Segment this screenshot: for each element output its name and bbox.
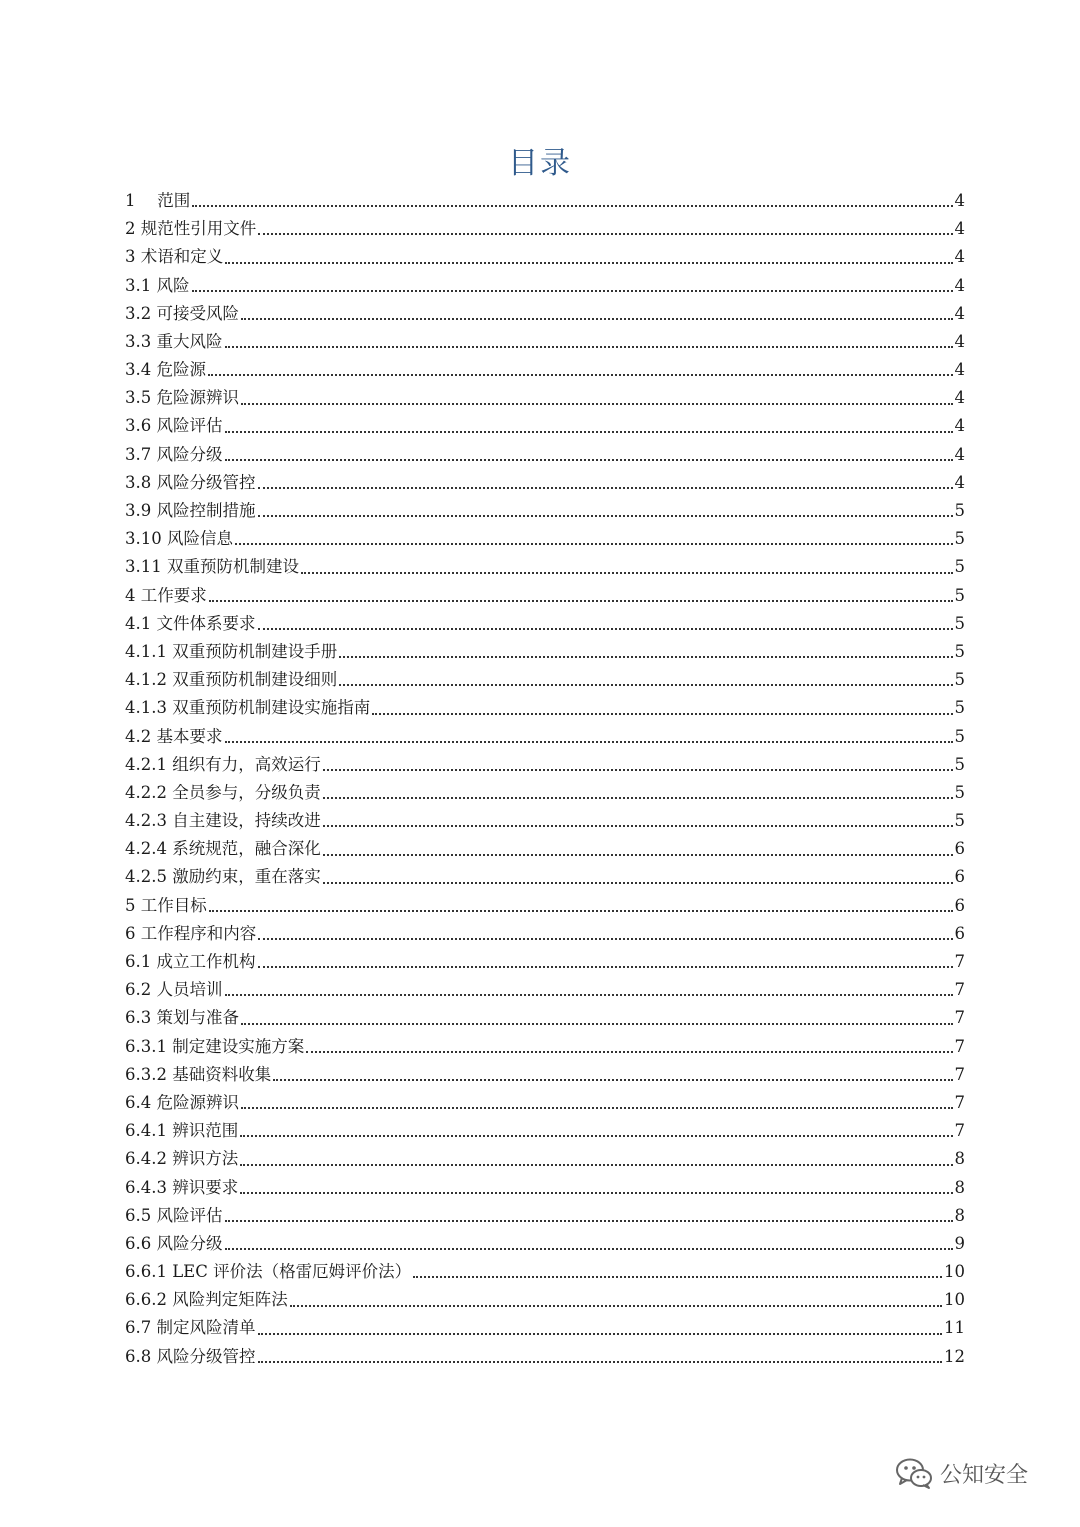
toc-page-number: 7 [954,1121,965,1141]
toc-leader-dots [258,627,953,630]
toc-entry[interactable] [125,751,965,779]
toc-page-number: 4 [954,247,965,267]
toc-entry-text: 3.1 风险 [125,275,190,295]
toc-entry-text: 6.4.3 辨识要求 [125,1177,239,1197]
toc-page-number: 4 [954,331,965,351]
toc-entry[interactable] [125,976,965,1004]
toc-entry[interactable] [125,892,965,920]
toc-list [125,187,965,1371]
toc-entry-text: 3.2 可接受风险 [125,303,239,323]
toc-entry[interactable] [125,582,965,610]
toc-leader-dots [192,204,952,207]
toc-entry-text: 6 工作程序和内容 [125,923,257,943]
toc-entry[interactable] [125,497,965,525]
toc-entry-text: 3.7 风险分级 [125,444,223,464]
toc-entry[interactable] [125,1004,965,1032]
toc-page-number: 7 [954,980,965,1000]
toc-leader-dots [323,881,953,884]
toc-entry[interactable] [125,779,965,807]
toc-entry[interactable] [125,356,965,384]
toc-leader-dots [208,373,953,376]
toc-entry-text: 6.2 人员培训 [125,980,223,1000]
toc-page-number: 7 [954,1064,965,1084]
toc-entry[interactable] [125,666,965,694]
toc-page-number: 5 [954,811,965,831]
toc-entry[interactable] [125,384,965,412]
toc-page-number: 4 [954,303,965,323]
toc-leader-dots [339,655,952,658]
toc-entry[interactable] [125,1033,965,1061]
toc-entry[interactable] [125,694,965,722]
watermark [894,1453,1028,1493]
toc-leader-dots [258,937,952,940]
toc-leader-dots [225,345,953,348]
toc-leader-dots [225,1219,953,1222]
toc-entry-text: 1 范围 [125,190,191,210]
toc-leader-dots [240,1163,952,1166]
toc-entry[interactable] [125,1061,965,1089]
toc-entry-text: 3.11 双重预防机制建设 [125,557,299,577]
toc-leader-dots [301,571,953,574]
wechat-icon [894,1453,934,1493]
toc-entry-text: 3.8 风险分级管控 [125,472,256,492]
toc-page-number: 7 [954,1036,965,1056]
toc-leader-dots [225,1247,953,1250]
toc-entry-text: 6.4.2 辨识方法 [125,1149,239,1169]
toc-page-number: 5 [954,501,965,521]
toc-entry-text: 6.6.1 LEC 评价法（格雷厄姆评价法） [125,1262,412,1282]
toc-entry-text: 3.10 风险信息 [125,529,233,549]
toc-entry[interactable] [125,1117,965,1145]
toc-entry-text: 4 工作要求 [125,585,207,605]
toc-page-number: 4 [954,360,965,380]
toc-leader-dots [290,1304,942,1307]
toc-entry-text: 4.2.1 组织有力，高效运行 [125,754,321,774]
toc-page-number: 5 [954,726,965,746]
toc-entry-text: 4.1.2 双重预防机制建设细则 [125,670,338,690]
toc-entry-text: 3.6 风险评估 [125,416,223,436]
toc-entry-text: 6.8 风险分级管控 [125,1346,256,1366]
toc-page-number: 5 [954,557,965,577]
toc-entry[interactable] [125,723,965,751]
toc-page-number: 8 [954,1177,965,1197]
toc-page-number: 5 [954,698,965,718]
toc-leader-dots [225,430,953,433]
toc-leader-dots [258,965,953,968]
toc-entry[interactable] [125,1286,965,1314]
toc-entry-text: 4.2.3 自主建设，持续改进 [125,811,321,831]
toc-entry-text: 4.2.5 激励约束，重在落实 [125,867,321,887]
toc-entry-text: 3.9 风险控制措施 [125,501,256,521]
toc-page-number: 7 [954,1092,965,1112]
toc-leader-dots [323,853,953,856]
toc-leader-dots [241,1106,953,1109]
toc-page-number: 8 [954,1149,965,1169]
toc-entry[interactable] [125,835,965,863]
toc-page-number: 8 [954,1205,965,1225]
toc-entry-text: 6.4.1 辨识范围 [125,1121,239,1141]
toc-leader-dots [323,768,953,771]
toc-entry-text: 6.3 策划与准备 [125,1008,239,1028]
toc-page-number: 4 [954,190,965,210]
toc-page-number: 5 [954,529,965,549]
toc-entry[interactable] [125,920,965,948]
toc-entry-text: 4.2.2 全员参与，分级负责 [125,782,321,802]
toc-entry[interactable] [125,1202,965,1230]
toc-entry[interactable] [125,525,965,553]
toc-page-number: 6 [954,923,965,943]
toc-entry[interactable] [125,1258,965,1286]
toc-entry-text: 4.2.4 系统规范，融合深化 [125,839,321,859]
toc-entry-text: 6.1 成立工作机构 [125,952,256,972]
toc-entry[interactable] [125,1145,965,1173]
toc-page-number: 6 [954,895,965,915]
toc-entry[interactable] [125,1315,965,1343]
toc-entry[interactable] [125,1230,965,1258]
toc-entry-text: 5 工作目标 [125,895,207,915]
toc-entry[interactable] [125,215,965,243]
toc-entry[interactable] [125,1089,965,1117]
toc-leader-dots [258,486,953,489]
toc-entry[interactable] [125,1174,965,1202]
toc-page-number: 4 [954,416,965,436]
toc-entry-text: 4.1 文件体系要求 [125,613,256,633]
toc-entry-text: 4.1.3 双重预防机制建设实施指南 [125,698,371,718]
toc-entry[interactable] [125,638,965,666]
toc-leader-dots [240,1134,952,1137]
toc-leader-dots [240,1191,952,1194]
toc-leader-dots [273,1078,952,1081]
toc-leader-dots [225,261,952,264]
toc-leader-dots [258,1360,943,1363]
toc-leader-dots [225,740,953,743]
toc-entry-text: 3.3 重大风险 [125,331,223,351]
toc-page-number: 5 [954,782,965,802]
toc-page-number: 4 [954,275,965,295]
toc-leader-dots [339,683,952,686]
toc-page-number: 9 [954,1233,965,1253]
toc-entry-text: 6.5 风险评估 [125,1205,223,1225]
toc-entry[interactable] [125,469,965,497]
toc-entry[interactable] [125,553,965,581]
toc-page-number: 12 [944,1346,965,1366]
toc-entry-text: 6.7 制定风险清单 [125,1318,256,1338]
toc-leader-dots [323,824,953,827]
toc-entry-text: 4.1.1 双重预防机制建设手册 [125,641,338,661]
toc-leader-dots [241,1022,953,1025]
toc-entry-text: 6.4 危险源辨识 [125,1092,239,1112]
toc-entry-text: 4.2 基本要求 [125,726,223,746]
toc-entry[interactable] [125,948,965,976]
toc-page-number: 4 [954,472,965,492]
toc-leader-dots [241,317,953,320]
toc-entry[interactable] [125,864,965,892]
toc-entry[interactable] [125,610,965,638]
toc-page-number: 4 [954,388,965,408]
toc-page-number: 5 [954,613,965,633]
toc-page-number: 4 [954,444,965,464]
toc-entry[interactable] [125,328,965,356]
toc-leader-dots [372,712,952,715]
toc-page-number: 5 [954,754,965,774]
toc-leader-dots [209,909,953,912]
toc-page-number: 5 [954,670,965,690]
toc-leader-dots [241,402,953,405]
toc-page-number: 10 [944,1290,965,1310]
toc-leader-dots [225,458,953,461]
toc-entry[interactable] [125,187,965,215]
toc-entry[interactable] [125,300,965,328]
toc-leader-dots [323,796,953,799]
toc-leader-dots [413,1275,942,1278]
toc-page-number: 4 [954,219,965,239]
toc-entry-text: 6.6.2 风险判定矩阵法 [125,1290,288,1310]
toc-leader-dots [258,1332,943,1335]
toc-entry-text: 6.3.2 基础资料收集 [125,1064,272,1084]
toc-entry[interactable] [125,1343,965,1371]
toc-page-number: 11 [944,1318,965,1338]
toc-entry-text: 3.5 危险源辨识 [125,388,239,408]
toc-page-number: 5 [954,585,965,605]
toc-entry-text: 3 术语和定义 [125,247,224,267]
toc-entry[interactable] [125,272,965,300]
toc-entry-text: 6.6 风险分级 [125,1233,223,1253]
toc-leader-dots [258,514,953,517]
toc-entry[interactable] [125,441,965,469]
toc-page-number: 10 [944,1262,965,1282]
toc-title: 目录 [508,146,572,181]
toc-leader-dots [235,542,953,545]
toc-entry-text: 3.4 危险源 [125,360,206,380]
toc-leader-dots [225,993,953,996]
toc-entry[interactable] [125,243,965,271]
toc-page-number: 7 [954,1008,965,1028]
toc-page-number: 6 [954,867,965,887]
toc-entry[interactable] [125,413,965,441]
toc-page-number: 6 [954,839,965,859]
toc-entry[interactable] [125,807,965,835]
toc-leader-dots [192,289,953,292]
toc-leader-dots [209,599,953,602]
toc-entry-text: 2 规范性引用文件 [125,219,257,239]
toc-leader-dots [258,232,952,235]
toc-page-number: 7 [954,952,965,972]
toc-leader-dots [306,1050,952,1053]
watermark-text: 公知安全 [940,1462,1029,1488]
toc-entry-text: 6.3.1 制定建设实施方案 [125,1036,305,1056]
toc-page-number: 5 [954,641,965,661]
